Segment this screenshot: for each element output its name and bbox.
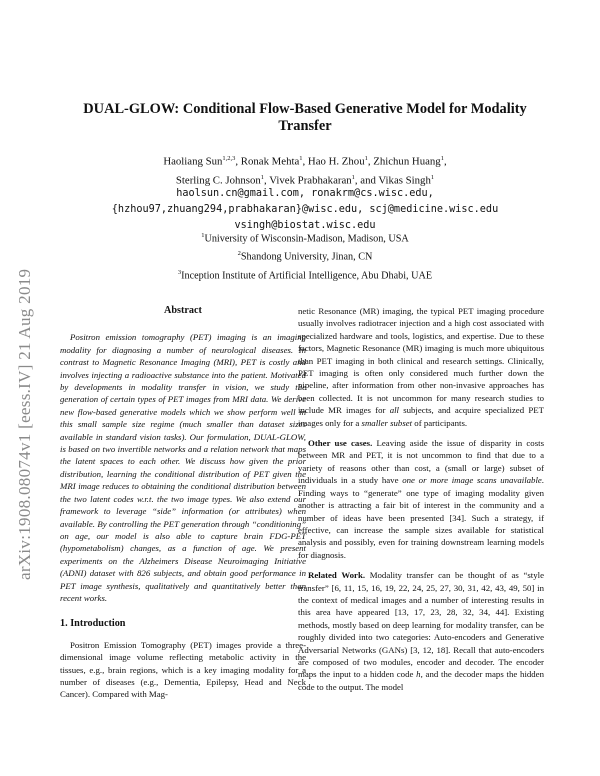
right-paragraph-2: Other use cases. Leaving aside the issue of disparity in costs between MR and PET, it is not uncommon to find that due to a variety of reasons other than cost, a (small or large) subset of individuals in a study have one or more image scans unavailable. Finding ways to “generate” one type of imaging modality given another is attracting a fair bit of interest in the community and a number of ideas have been presented [34]. Such a strategy, if effective, can increase the sample sizes available for statistical analysis and possibly, even for training downstream learning models for diagnosis. <box>298 438 544 560</box>
related-work-heading: Related Work. <box>308 570 366 581</box>
author-line-1: Haoliang Sun$^{1,2,3}$, Ronak Mehta$^1$, Hao H. Zhou$^1$, Zhichun Huang$^1$, <box>163 155 447 168</box>
affiliations <box>80 228 530 283</box>
paper-title: DUAL-GLOW: Conditional Flow-Based Generative Model for Modality Transfer <box>83 101 527 134</box>
author-line-2: Sterling C. Johnson$^1$, Vivek Prabhakaran$^1$, and Vikas Singh$^1$ <box>175 173 435 187</box>
author-emails <box>60 186 550 234</box>
author-list <box>80 151 530 188</box>
affiliation-3: $^3$Inception Institute of Artificial Intelligence, Abu Dhabi, UAE <box>177 268 433 282</box>
arxiv-sidebar <box>10 200 40 580</box>
left-column <box>60 305 306 701</box>
intro-heading: 1. Introduction <box>60 618 126 630</box>
intro-text: Positron Emission Tomography (PET) images provide a three-dimensional image volume reflecting metabolic activity in the tissues, e.g., brain regions, which is a key imaging modality for a number of diseases (e.g., Dementia, Epilepsy, Head and Neck Cancer). Compared with Mag- <box>60 639 306 700</box>
email-line-2: {hzhou97,zhuang294,prabhakaran}@wisc.edu, scj@medicine.wisc.edu <box>111 204 499 215</box>
abstract-heading: Abstract <box>164 305 202 316</box>
other-use-cases-heading: Other use cases. <box>308 438 373 449</box>
right-paragraph-1: netic Resonance (MR) imaging, the typical PET imaging procedure usually involves radiotracer injection and a high cost associated with specialized hardware and tools, logistics, and expertise. Due to these factors, Magnetic Resonance (MR) imaging is much more ubiquitous than PET imaging in both clinical and research settings. Clinically, PET imaging is often only considered much further down the pipeline, after information from other non-invasive approaches has been collected. It is not uncommon for many research studies to include MR images for all subjects, and acquire specialized PET images only for a smaller subset of participants. <box>298 306 544 428</box>
email-line-1: haolsun.cn@gmail.com, ronakrm@cs.wisc.edu, <box>176 188 434 199</box>
email-line-3: vsingh@biostat.wisc.edu <box>234 220 376 231</box>
right-paragraph-3: Related Work. Modality transfer can be thought of as “style transfer” [6, 11, 15, 16, 19, 22, 24, 25, 27, 30, 31, 42, 43, 49, 50] in the context of medical images and a number of interesting results in this area have appeared [13, 17, 23, 28, 32, 34, 44]. Existing methods, mostly based on deep learning for modality transfer, can be roughly divided into two categories: Auto-encoders and Generative Adversarial Networks (GANs) [3, 12, 18]. Recall that auto-encoders are composed of two modules, encoder and decoder. The encoder maps the input to a hidden code h, and the decoder maps the hidden code to the output. The model <box>298 570 545 692</box>
arxiv-identifier: arXiv:1908.08074v1 [eess.IV] 21 Aug 2019 <box>15 268 34 580</box>
affiliation-1: $^1$University of Wisconsin-Madison, Madison, USA <box>201 232 409 245</box>
abstract-section <box>60 331 306 604</box>
affiliation-2: $^2$Shandong University, Jinan, CN <box>237 250 373 263</box>
abstract-text: Positron emission tomography (PET) imaging is an imaging modality for diagnosing a number of neurological diseases. In contrast to Magnetic Resonance Imaging (MRI), PET is costly and involves injecting a radioactive substance into the patient. Motivated by developments in modality transfer in vision, we study the generation of certain types of PET images from MRI data. We derive new flow-based generative models which we show perform well in this small sample size regime (much smaller than dataset sizes available in standard vision tasks). Our formulation, DUAL-GLOW, is based on two invertible networks and a relation network that maps the latent spaces to each other. We discuss how given the prior distribution, learning the conditional distribution of PET given the MRI image reduces to obtaining the conditional distribution between the two latent codes w.r.t. the two image types. We also extend our framework to leverage “side” information (or attributes) when available. By controlling the PET generation through “conditioning” on age, our model is also able to capture brain FDG-PET (hypometabolism) changes, as a function of age. We present experiments on the Alzheimers Disease Neuroimaging Initiative (ADNI) dataset with 826 subjects, and obtain good performance in PET image synthesis, qualitatively and quantitatively better than recent works. <box>60 332 306 603</box>
right-column <box>298 305 544 693</box>
